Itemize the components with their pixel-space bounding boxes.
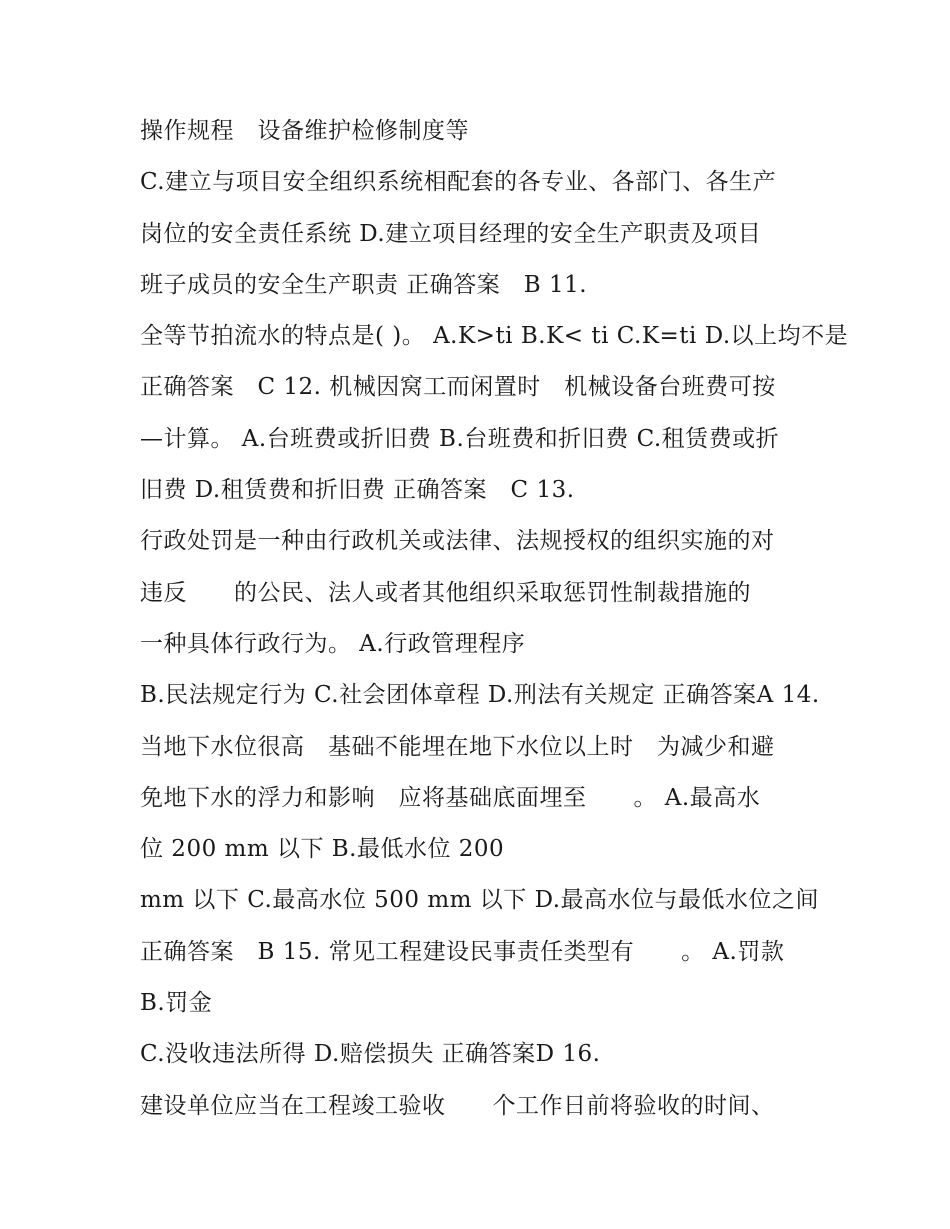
text-line: C.建立与项目安全组织系统相配套的各专业、各部门、各生产 [140,169,777,196]
text-line: mm 以下 C.最高水位 500 mm 以下 D.最高水位与最低水位之间 [140,887,820,914]
text-line: B.罚金 [140,990,213,1017]
text-line: B.民法规定行为 C.社会团体章程 D.刑法有关规定 正确答案A 14. [140,682,820,709]
text-line: 操作规程 设备维护检修制度等 [140,118,469,144]
text-line: 正确答案 C 12. 机械因窝工而闲置时 机械设备台班费可按 [140,374,776,401]
document-text-body [140,106,849,1132]
text-line: 全等节拍流水的特点是( )。 A.K>ti B.K< ti C.K=ti D.以上均不是 [140,323,849,350]
text-line: —计算。 A.台班费或折旧费 B.台班费和折旧费 C.租赁费或折 [140,425,780,452]
text-line: C.没收违法所得 D.赔偿损失 正确答案D 16. [140,1041,601,1068]
text-line: 旧费 D.租赁费和折旧费 正确答案 C 13. [140,477,575,504]
text-line: 行政处罚是一种由行政机关或法律、法规授权的组织实施的对 [140,528,775,555]
text-line: 岗位的安全责任系统 D.建立项目经理的安全生产职责及项目 [140,220,762,247]
text-line: 违反 的公民、法人或者其他组织采取惩罚性制裁措施的 [140,579,751,606]
text-line: 建设单位应当在工程竣工验收 个工作日前将验收的时间、 [140,1092,775,1119]
text-line: 正确答案 B 15. 常见工程建设民事责任类型有 。 A.罚款 [140,938,785,965]
text-line: 位 200 mm 以下 B.最低水位 200 [140,836,505,863]
text-line: 当地下水位很高 基础不能埋在地下水位以上时 为减少和避 [140,733,775,760]
text-line: 一种具体行政行为。 A.行政管理程序 [140,630,526,657]
text-line: 免地下水的浮力和影响 应将基础底面埋至 。 A.最高水 [140,784,761,811]
text-line: 班子成员的安全生产职责 正确答案 B 11. [140,271,588,298]
